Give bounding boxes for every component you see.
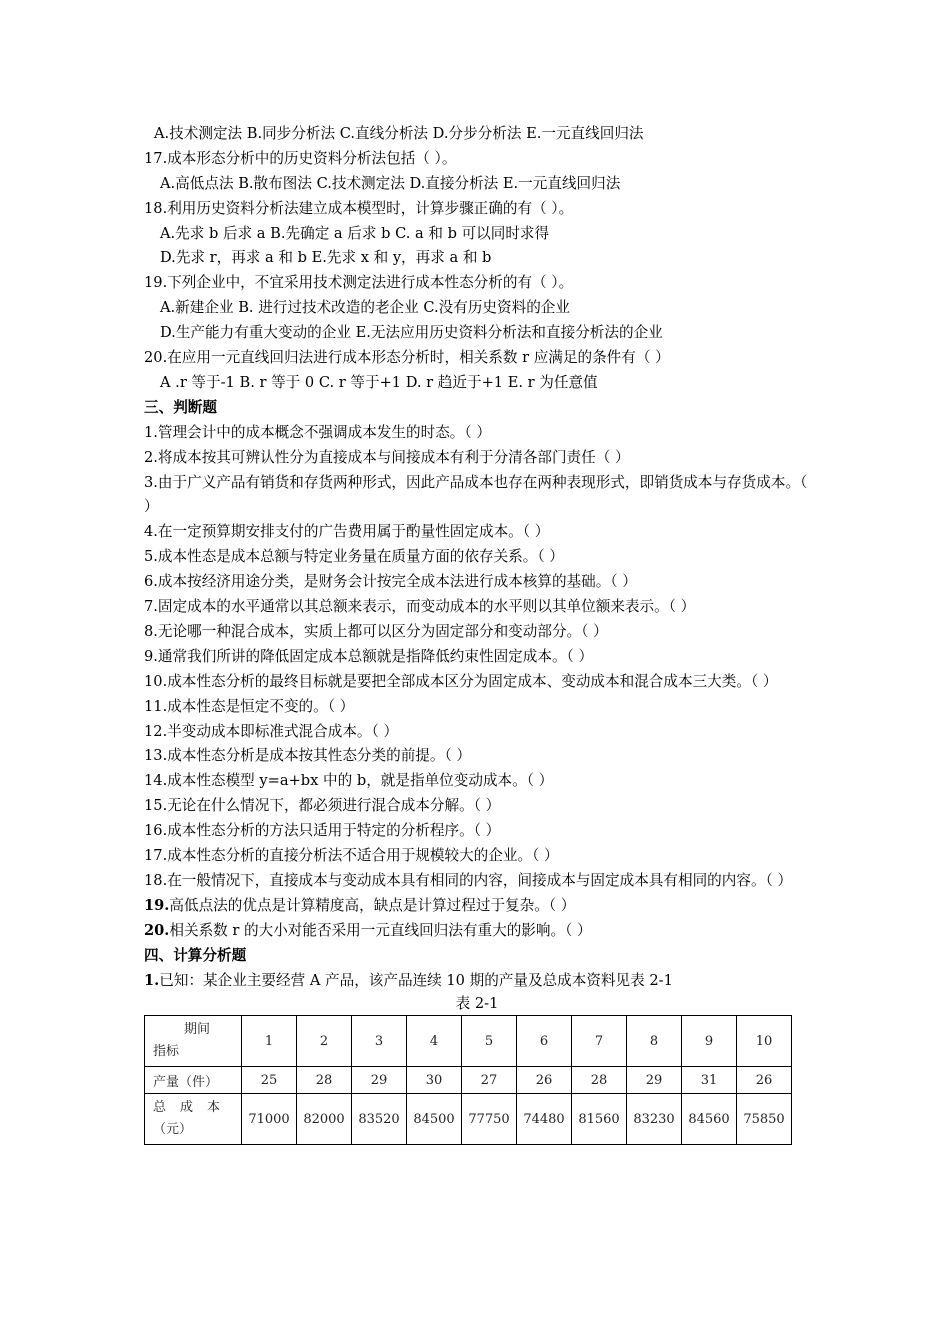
q18-options-line2: D.先求 r，再求 a 和 b E.先求 x 和 y，再求 a 和 b <box>160 249 492 267</box>
period-cell: 2 <box>297 1016 352 1067</box>
judgement-item: 18.在一般情况下，直接成本与变动成本具有相同的内容，间接成本与固定成本具有相同的内容。（ ） <box>144 872 793 889</box>
q19-options-line1: A.新建企业 B. 进行过技术改造的老企业 C.没有历史资料的企业 <box>160 299 570 317</box>
table-cell: 74480 <box>517 1094 572 1145</box>
corner-top-label: 期间 <box>183 1022 210 1038</box>
section3-title: 三、判断题 <box>144 398 217 416</box>
table-cell: 82000 <box>297 1094 352 1145</box>
judgement-item: 8.无论哪一种混合成本，实质上都可以区分为固定部分和变动部分。（ ） <box>144 622 608 640</box>
table-cell: 77750 <box>462 1094 517 1145</box>
q16-options: A.技术测定法 B.同步分析法 C.直线分析法 D.分步分析法 E.一元直线回归法 <box>154 125 644 142</box>
judgement-item: 9.通常我们所讲的降低固定成本总额就是指降低约束性固定成本。（ ） <box>144 647 594 665</box>
judgement-item-20 <box>144 919 810 944</box>
table-cell: 27 <box>462 1067 517 1094</box>
judgement-item: 2.将成本按其可辨认性分为直接成本与间接成本有利于分清各部门责任（ ） <box>144 448 630 466</box>
table-cell: 26 <box>737 1067 792 1094</box>
table-cell: 30 <box>407 1067 462 1094</box>
judgement-text: 高低点法的优点是计算精度高，缺点是计算过程过于复杂。（ ） <box>169 896 576 914</box>
row-label-top: 总成本 <box>153 1100 235 1116</box>
q20-question: 20.在应用一元直线回归法进行成本形态分析时，相关系数 r 应满足的条件有（ ） <box>144 349 670 367</box>
table-cell: 83230 <box>627 1094 682 1145</box>
corner-bottom-label: 指标 <box>153 1044 180 1060</box>
table-cell: 28 <box>572 1067 627 1094</box>
table-cell: 71000 <box>242 1094 297 1145</box>
table-cell: 26 <box>517 1067 572 1094</box>
judgement-item: 10.成本性态分析的最终目标就是要把全部成本区分为固定成本、变动成本和混合成本三大类。（ ） <box>144 672 778 690</box>
data-table <box>144 1015 792 1145</box>
table-cell: 84560 <box>682 1094 737 1145</box>
judgement-text: 相关系数 r 的大小对能否采用一元直线回归法有重大的影响。（ ） <box>169 921 592 939</box>
judgement-number: 20. <box>144 921 170 939</box>
table-row-output <box>145 1067 792 1094</box>
question-number: 1. <box>144 971 160 989</box>
section4-title: 四、计算分析题 <box>144 946 247 964</box>
judgement-item: 4.在一定预算期安排支付的广告费用属于酌量性固定成本。（ ） <box>144 523 550 541</box>
period-cell: 4 <box>407 1016 462 1067</box>
judgement-item: 5.成本性态是成本总额与特定业务量在质量方面的依存关系。（ ） <box>144 548 564 566</box>
table-row-total-cost <box>145 1094 792 1145</box>
row-label-bottom: （元） <box>153 1122 193 1138</box>
row-label <box>145 1094 242 1145</box>
judgement-item: 6.成本按经济用途分类，是财务会计按完全成本法进行成本核算的基础。（ ） <box>144 573 637 591</box>
q17-options: A.高低点法 B.散布图法 C.技术测定法 D.直接分析法 E.一元直线回归法 <box>160 174 621 192</box>
q19-options-line2: D.生产能力有重大变动的企业 E.无法应用历史资料分析法和直接分析法的企业 <box>160 324 663 342</box>
table-cell: 31 <box>682 1067 737 1094</box>
judgement-item: 3.由于广义产品有销货和存货两种形式，因此产品成本也存在两种表现形式，即销货成本与存货成本。（ ） <box>144 473 808 516</box>
period-cell: 8 <box>627 1016 682 1067</box>
judgement-item: 17.成本性态分析的直接分析法不适合用于规模较大的企业。（ ） <box>144 847 559 865</box>
judgement-item: 11.成本性态是恒定不变的。（ ） <box>144 697 355 715</box>
question-text: 已知：某企业主要经营 A 产品，该产品连续 10 期的产量及总成本资料见表 2-1 <box>159 971 673 989</box>
table-cell: 81560 <box>572 1094 627 1145</box>
period-cell: 5 <box>462 1016 517 1067</box>
period-cell: 9 <box>682 1016 737 1067</box>
calc-question-1 <box>144 969 810 994</box>
judgement-number: 19. <box>144 896 170 914</box>
q17-question: 17.成本形态分析中的历史资料分析法包括（ ）。 <box>144 149 457 167</box>
q18-options-line1: A.先求 b 后求 a B.先确定 a 后求 b C. a 和 b 可以同时求得 <box>160 224 550 242</box>
corner-cell <box>145 1016 242 1067</box>
table-caption: 表 2-1 <box>455 995 499 1013</box>
table-header-row <box>145 1016 792 1067</box>
table-cell: 25 <box>242 1067 297 1094</box>
period-cell: 6 <box>517 1016 572 1067</box>
judgement-item: 13.成本性态分析是成本按其性态分类的前提。（ ） <box>144 747 472 765</box>
q19-question: 19.下列企业中，不宜采用技术测定法进行成本性态分析的有（ ）。 <box>144 274 574 292</box>
table-cell: 75850 <box>737 1094 792 1145</box>
judgement-item: 14.成本性态模型 y=a+bx 中的 b，就是指单位变动成本。（ ） <box>144 772 554 790</box>
judgement-item: 12.半变动成本即标准式混合成本。（ ） <box>144 722 399 740</box>
table-cell: 29 <box>352 1067 407 1094</box>
table-cell: 28 <box>297 1067 352 1094</box>
q20-options: A .r 等于-1 B. r 等于 0 C. r 等于+1 D. r 趋近于+1 E. r 为任意值 <box>160 373 598 391</box>
period-cell: 7 <box>572 1016 627 1067</box>
document-page <box>144 122 810 1145</box>
table-cell: 83520 <box>352 1094 407 1145</box>
judgement-item: 16.成本性态分析的方法只适用于特定的分析程序。（ ） <box>144 822 501 840</box>
table-cell: 84500 <box>407 1094 462 1145</box>
judgement-item: 15.无论在什么情况下，都必须进行混合成本分解。（ ） <box>144 797 501 815</box>
row-label: 产量（件） <box>145 1067 242 1094</box>
table-cell: 29 <box>627 1067 682 1094</box>
period-cell: 10 <box>737 1016 792 1067</box>
judgement-item-19 <box>144 894 810 919</box>
q18-question: 18.利用历史资料分析法建立成本模型时，计算步骤正确的有（ ）。 <box>144 199 574 217</box>
period-cell: 1 <box>242 1016 297 1067</box>
judgement-list <box>144 421 810 894</box>
period-cell: 3 <box>352 1016 407 1067</box>
judgement-item: 1.管理会计中的成本概念不强调成本发生的时态。（ ） <box>144 423 491 441</box>
judgement-item: 7.固定成本的水平通常以其总额来表示，而变动成本的水平则以其单位额来表示。（ ） <box>144 598 696 616</box>
